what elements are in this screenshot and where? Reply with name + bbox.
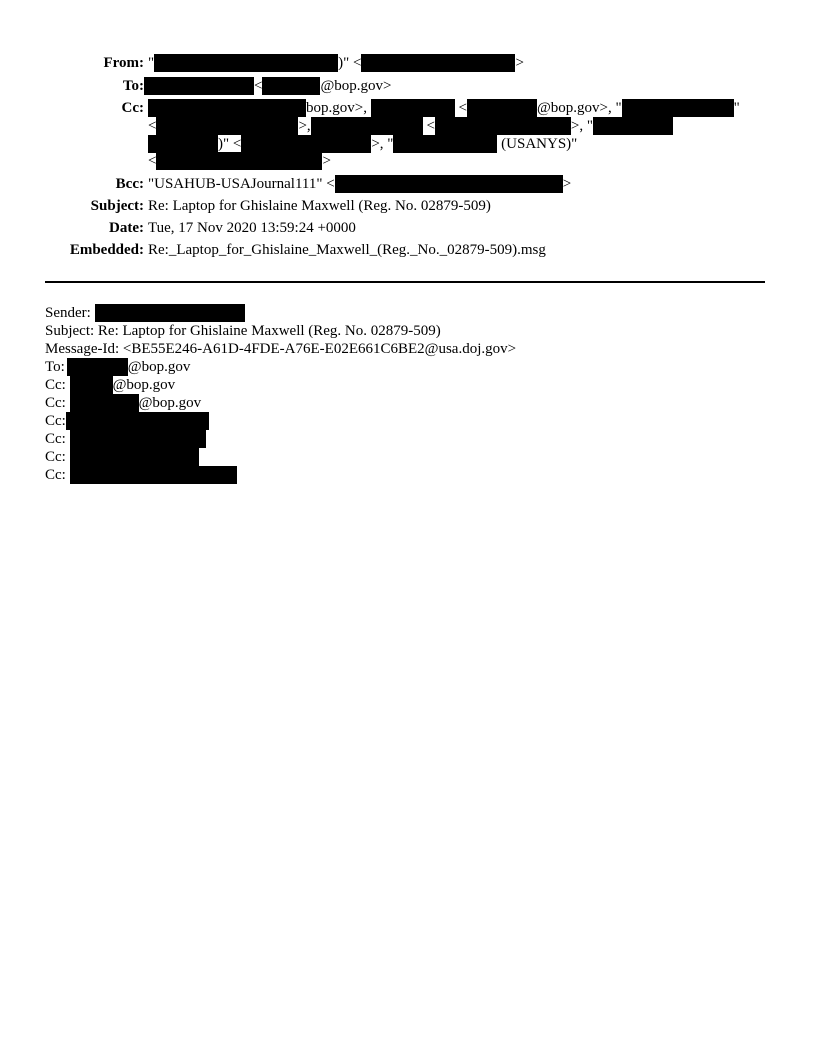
cc-line1-a: bop.gov>,	[306, 100, 367, 116]
cc-line1-c: @bop.gov>, "	[536, 100, 622, 116]
meta-to-label: To:	[45, 359, 65, 375]
date-value: Tue, 17 Nov 2020 13:59:24 +0000	[148, 220, 356, 236]
redaction-block	[335, 175, 563, 193]
cc-line2-b: >,	[298, 118, 311, 134]
cc-value-line-3	[148, 135, 577, 153]
redaction-block	[144, 77, 254, 95]
redaction-block	[262, 77, 320, 95]
redaction-block	[371, 99, 455, 117]
cc-line2-d: >, "	[570, 118, 593, 134]
redaction-block	[148, 99, 306, 117]
from-label: From:	[103, 55, 144, 71]
cc-label: Cc:	[121, 100, 144, 116]
meta-cc-line	[45, 376, 175, 394]
redaction-block	[393, 135, 497, 153]
meta-cc-label: Cc:	[45, 467, 66, 483]
redaction-block	[154, 54, 338, 72]
redaction-block	[148, 135, 218, 153]
redaction-block	[70, 448, 199, 466]
embedded-label: Embedded:	[69, 242, 144, 258]
meta-cc-label: Cc:	[45, 413, 66, 429]
redaction-block	[241, 135, 371, 153]
meta-to-suffix: @bop.gov	[127, 359, 191, 375]
date-label: Date:	[109, 220, 144, 236]
from-mid: )" <	[338, 55, 362, 71]
from-end: >	[515, 55, 524, 71]
redaction-block	[95, 304, 245, 322]
separator-line	[45, 281, 765, 283]
bcc-text: "USAHUB-USAJournal111" <	[148, 176, 335, 192]
sender-label: Sender:	[45, 305, 91, 321]
redaction-block	[435, 117, 571, 135]
message-id-line: Message-Id: <BE55E246-A61D-4FDE-A76E-E02E661C6BE2@usa.doj.gov>	[45, 341, 517, 357]
redaction-block	[70, 430, 206, 448]
meta-to-line	[45, 358, 190, 376]
cc-line1-b: <	[458, 100, 467, 116]
cc-value-line-1	[148, 99, 740, 117]
meta-cc-label: Cc:	[45, 449, 66, 465]
cc-line1-d: "	[733, 100, 740, 116]
sender-line	[45, 304, 245, 322]
redaction-block	[467, 99, 537, 117]
subject-value: Re: Laptop for Ghislaine Maxwell (Reg. No. 02879-509)	[148, 198, 491, 214]
cc-line2-a: <	[148, 118, 157, 134]
meta-cc-suffix: @bop.gov	[138, 395, 202, 411]
meta-cc-line	[45, 394, 201, 412]
cc-value-line-4	[148, 152, 331, 170]
meta-cc-suffix: @bop.gov	[112, 377, 176, 393]
meta-cc-line	[45, 466, 237, 484]
redaction-block	[66, 412, 209, 430]
meta-cc-label: Cc:	[45, 395, 66, 411]
meta-cc-line	[45, 412, 209, 430]
subject-label: Subject:	[90, 198, 144, 214]
meta-cc-line	[45, 448, 199, 466]
meta-subject-line: Subject: Re: Laptop for Ghislaine Maxwell (Reg. No. 02879-509)	[45, 323, 441, 339]
redaction-block	[593, 117, 673, 135]
cc-line4-b: >	[322, 153, 331, 169]
bcc-value	[148, 175, 571, 193]
cc-line2-c: <	[426, 118, 435, 134]
redaction-block	[67, 358, 128, 376]
redaction-block	[156, 152, 322, 170]
meta-cc-line	[45, 430, 206, 448]
redaction-block	[622, 99, 734, 117]
from-value	[148, 54, 524, 72]
bcc-end: >	[562, 176, 572, 192]
redaction-block	[361, 54, 515, 72]
redaction-block	[70, 394, 139, 412]
cc-value-line-2	[148, 117, 673, 135]
to-suffix: @bop.gov>	[320, 78, 392, 94]
embedded-value: Re:_Laptop_for_Ghislaine_Maxwell_(Reg._No._02879-509).msg	[148, 242, 546, 258]
meta-cc-label: Cc:	[45, 431, 66, 447]
cc-line3-c: (USANYS)"	[497, 136, 578, 152]
from-open-quote: "	[148, 55, 155, 71]
cc-line3-a: )" <	[218, 136, 242, 152]
to-value	[144, 77, 392, 95]
bcc-label: Bcc:	[115, 176, 144, 192]
meta-cc-label: Cc:	[45, 377, 66, 393]
redaction-block	[70, 376, 113, 394]
cc-line4-a: <	[148, 153, 157, 169]
redaction-block	[156, 117, 298, 135]
redaction-block	[311, 117, 423, 135]
cc-line3-b: >, "	[371, 136, 394, 152]
to-label: To:	[122, 78, 144, 94]
redaction-block	[70, 466, 237, 484]
to-prefix: <	[254, 78, 263, 94]
